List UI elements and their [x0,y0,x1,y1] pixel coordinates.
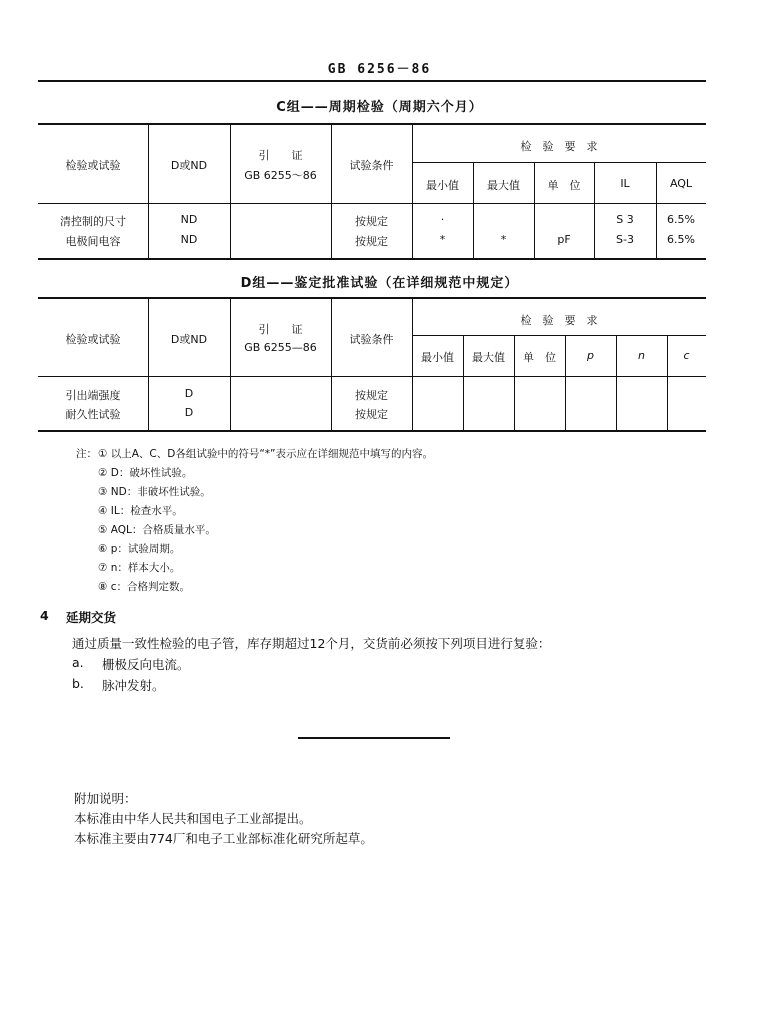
group-c-row-cond: 按规定 [355,215,388,228]
section-4-item-label: a. [72,655,84,670]
group-d-row-dnd: D [184,406,194,419]
group-d-row-item: 耐久性试验 [65,408,121,421]
group-c-row-cond: 按规定 [355,235,388,248]
group-c-top-rule [38,123,706,125]
group-c-row-aql: 6.5% [667,233,695,246]
group-c-sub-max: 最大值 [487,179,520,192]
note-item: ⑦ n：样本大小。 [98,562,181,574]
appendix-line: 本标准由中华人民共和国电子工业部提出。 [74,811,312,826]
group-c-row-aql: 6.5% [667,213,695,226]
group-c-row-dnd: ND [180,213,198,226]
group-c-col-dnd: D或ND [170,159,208,172]
group-d-col-req: 检 验 要 求 [520,314,598,327]
group-d-row-cond: 按规定 [355,389,388,402]
group-d-col-item: 检验或试验 [65,333,121,346]
group-c-inner-rule [412,162,706,163]
group-c-col-ref-std: GB 6255～86 [244,169,317,182]
group-c-divider [230,124,231,258]
group-c-sub-aql: AQL [669,177,693,190]
note-item: ① 以上A、C、D各组试验中的符号“*”表示应在详细规范中填写的内容。 [98,448,433,460]
group-c-sub-unit: 单 位 [547,179,581,192]
group-d-col-ref-std: GB 6255—86 [244,341,317,354]
group-c-sub-il: IL [620,177,630,190]
group-d-divider [230,298,231,431]
group-c-row-min: * [439,233,446,246]
note-item: ⑤ AQL：合格质量水平。 [98,524,216,536]
group-d-sub-p: p [587,349,594,362]
group-c-col-req: 检 验 要 求 [520,140,598,153]
section-4-title: 延期交货 [66,610,117,625]
group-d-top-rule [38,297,706,299]
group-c-row-il: S 3 [616,213,634,226]
notes-prefix: 注： [76,448,97,460]
group-d-row-item: 引出端强度 [65,389,121,402]
group-c-title: C组——周期检验（周期六个月） [276,100,483,115]
group-c-col-item: 检验或试验 [65,159,121,172]
group-d-sub-max: 最大值 [472,351,505,364]
group-c-bottom-rule [38,258,706,260]
group-d-row-cond: 按规定 [355,408,388,421]
end-divider [298,737,450,739]
group-c-row-min: · [440,213,445,226]
section-4-number: 4 [40,608,49,623]
group-d-sub-min: 最小值 [421,351,454,364]
group-c-col-ref-label: 引 证 [258,149,303,162]
group-d-title: D组——鉴定批准试验（在详细规范中规定） [240,276,519,291]
note-item: ③ ND：非破坏性试验。 [98,486,211,498]
appendix-title: 附加说明： [74,791,137,806]
note-item: ② D：破坏性试验。 [98,467,193,479]
group-c-row-il: S-3 [616,233,634,246]
group-d-col-ref-label: 引 证 [258,323,303,336]
group-d-sub-unit: 单 位 [523,351,556,364]
note-item: ⑧ c：合格判定数。 [98,581,191,593]
standard-number: GB 6256－86 [327,62,432,77]
group-c-row-item: 电极间电容 [65,235,121,248]
group-c-row-max: * [500,233,507,246]
header-rule [38,80,706,82]
group-d-inner-rule [412,335,706,336]
group-c-sub-min: 最小值 [426,179,459,192]
group-c-row-item: 清控制的尺寸 [60,215,126,228]
section-4-item-label: b. [72,676,84,691]
note-item: ④ IL：检查水平。 [98,505,183,517]
section-4-item-text: 栅极反向电流。 [102,657,190,672]
group-d-sub-c: c [683,349,690,362]
group-d-col-dnd: D或ND [170,333,208,346]
group-d-sub-n: n [638,349,645,362]
section-4-body: 通过质量一致性检验的电子管，库存期超过12个月，交货前必须按下列项目进行复验： [72,636,551,651]
group-d-bottom-rule [38,430,706,432]
group-d-col-cond: 试验条件 [349,333,394,346]
note-item: ⑥ p：试验周期。 [98,543,181,555]
appendix-line: 本标准主要由774厂和电子工业部标准化研究所起草。 [74,831,373,846]
group-c-inner-rule [38,203,706,204]
section-4-item-text: 脉冲发射。 [102,678,165,693]
group-d-inner-rule [38,376,706,377]
group-c-col-cond: 试验条件 [349,159,394,172]
group-c-row-dnd: ND [180,233,198,246]
group-d-row-dnd: D [184,387,194,400]
group-c-row-unit: pF [557,233,571,246]
